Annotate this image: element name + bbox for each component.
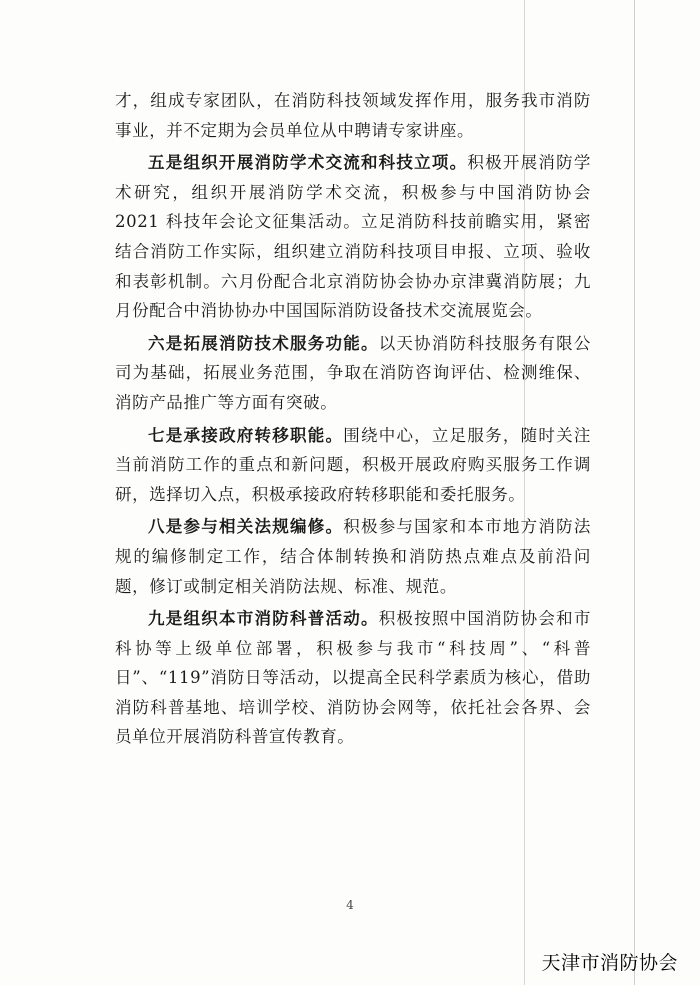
paragraph-continuation (115, 86, 591, 145)
paragraph-item-6 (115, 329, 591, 418)
paragraph-heading: 六是拓展消防技术服务功能。 (148, 333, 379, 353)
paragraph-text: 才，组成专家团队，在消防科技领域发挥作用，服务我市消防事业，并不定期为会员单位从中聘请专家讲座。 (115, 91, 591, 140)
watermark-label: 天津市消防协会 (541, 952, 678, 974)
paragraph-heading: 七是承接政府转移职能。 (148, 425, 344, 445)
scan-edge-line (634, 0, 635, 985)
paragraph-heading: 八是参与相关法规编修。 (148, 517, 344, 537)
paragraph-item-8 (115, 512, 591, 601)
paragraph-text: 以天协消防科技服务有限公司为基础，拓展业务范围，争取在消防咨询评估、检测维保、消防产品推广等方面有突破。 (115, 333, 591, 412)
paragraph-text: 积极参与国家和本市地方消防法规的编修制定工作，结合体制转换和消防热点难点及前沿问题，修订或制定相关消防法规、标准、规范。 (115, 517, 591, 596)
paragraph-item-7 (115, 421, 591, 510)
page-number: 4 (346, 898, 354, 912)
paragraph-item-5 (115, 148, 591, 326)
document-body (115, 86, 591, 755)
paragraph-text: 积极按照中国消防协会和市科协等上级单位部署，积极参与我市“科技周”、“科普日”、“119”消防日等活动，以提高全民科学素质为核心，借助消防科普基地、培训学校、消防协会网等，依托社会各界、会员单位开展消防科普宣传教育。 (115, 609, 591, 747)
paragraph-heading: 九是组织本市消防科普活动。 (148, 609, 379, 629)
paragraph-heading: 五是组织开展消防学术交流和科技立项。 (148, 153, 468, 173)
paragraph-item-9 (115, 604, 591, 752)
paragraph-text: 积极开展消防学术研究，组织开展消防学术交流，积极参与中国消防协会 2021 科技年会论文征集活动。立足消防科技前瞻实用，紧密结合消防工作实际，组织建立消防科技项目申报、立项、验收和表彰机制。六月份配合北京消防协会协办京津冀消防展；九月份配合中消协协办中国国际消防设备技术交流展览会。 (115, 153, 591, 321)
paragraph-text: 围绕中心，立足服务，随时关注当前消防工作的重点和新问题，积极开展政府购买服务工作调研，选择切入点，积极承接政府转移职能和委托服务。 (115, 425, 591, 504)
